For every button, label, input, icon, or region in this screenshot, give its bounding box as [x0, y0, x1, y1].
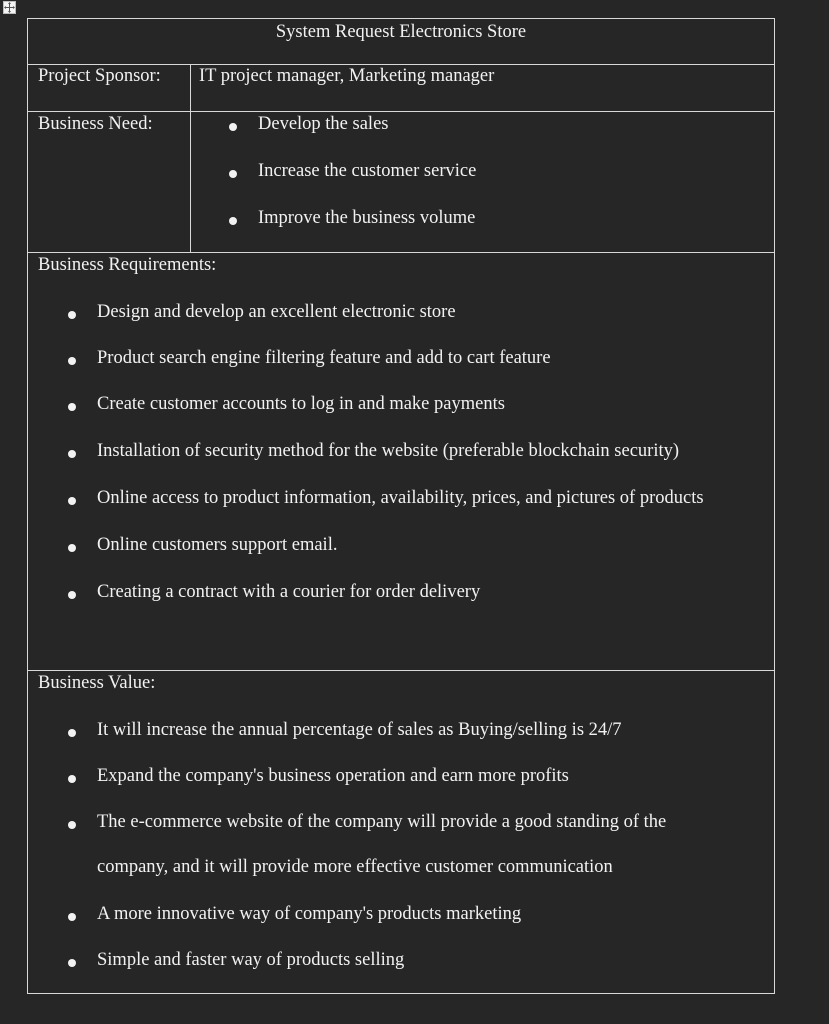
business-need-row — [27, 111, 775, 253]
bullet-icon — [229, 123, 237, 131]
bullet-icon — [68, 913, 76, 921]
list-item-text: A more innovative way of company's products marketing — [97, 904, 522, 924]
list-item-text: Simple and faster way of products selling — [97, 950, 405, 970]
sponsor-row — [27, 64, 775, 112]
list-item-text: Design and develop an excellent electronic store — [97, 302, 456, 322]
list-item-text: Expand the company's business operation and earn more profits — [97, 766, 569, 786]
bullet-icon — [68, 959, 76, 967]
bullet-icon — [229, 217, 237, 225]
business-value-row — [27, 670, 775, 994]
column-divider — [190, 112, 191, 252]
list-item-text: Increase the customer service — [258, 161, 477, 181]
bullet-icon — [68, 357, 76, 365]
business-need-label: Business Need: — [38, 114, 153, 134]
column-divider — [190, 65, 191, 111]
list-item-text: Online access to product information, availability, prices, and pictures of products — [97, 488, 704, 508]
bullet-icon — [68, 450, 76, 458]
list-item-text: Improve the business volume — [258, 208, 476, 228]
bullet-icon — [68, 497, 76, 505]
sponsor-value: IT project manager, Marketing manager — [199, 66, 495, 86]
list-item-text: The e-commerce website of the company will provide a good standing of the — [97, 812, 667, 832]
bullet-icon — [68, 591, 76, 599]
bullet-icon — [68, 729, 76, 737]
list-item-text: Create customer accounts to log in and make payments — [97, 394, 505, 414]
bullet-icon — [68, 544, 76, 552]
business-value-label: Business Value: — [38, 673, 156, 693]
list-item-text: company, and it will provide more effective customer communication — [97, 857, 613, 877]
bullet-icon — [68, 775, 76, 783]
bullet-icon — [229, 170, 237, 178]
list-item-text: Develop the sales — [258, 114, 389, 134]
document-title: System Request Electronics Store — [275, 22, 527, 42]
bullet-icon — [68, 311, 76, 319]
title-row — [27, 18, 775, 65]
bullet-icon — [68, 403, 76, 411]
bullet-icon — [68, 821, 76, 829]
sponsor-label: Project Sponsor: — [38, 66, 161, 86]
list-item-text: It will increase the annual percentage of sales as Buying/selling is 24/7 — [97, 720, 622, 740]
business-requirements-row — [27, 252, 775, 671]
list-item-text: Installation of security method for the website (preferable blockchain security) — [97, 441, 680, 461]
business-requirements-label: Business Requirements: — [38, 255, 217, 275]
list-item-text: Creating a contract with a courier for order delivery — [97, 582, 481, 602]
list-item-text: Product search engine filtering feature and add to cart feature — [97, 348, 551, 368]
table-move-handle-icon[interactable] — [3, 1, 16, 14]
list-item-text: Online customers support email. — [97, 535, 338, 555]
